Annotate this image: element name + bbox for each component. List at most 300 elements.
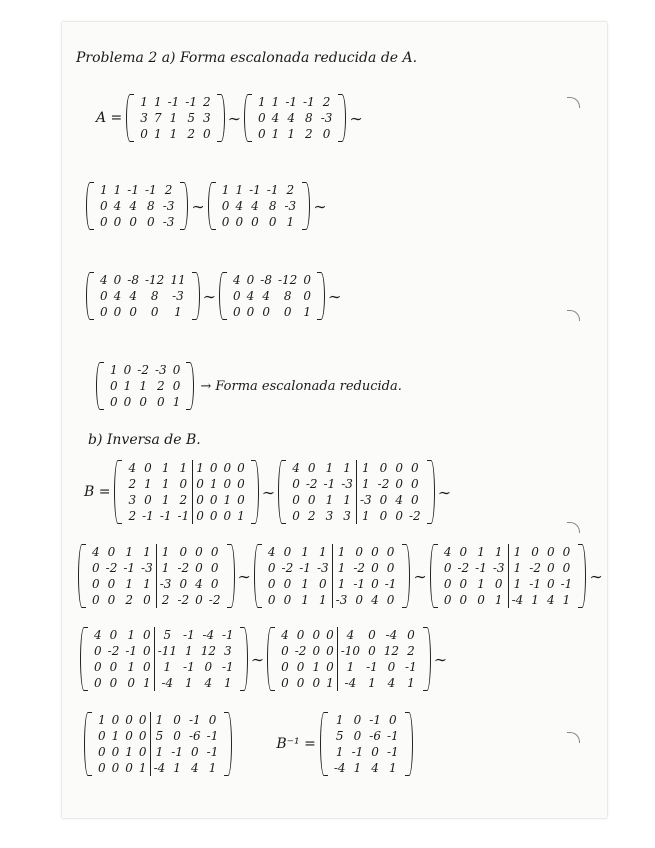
equivalence-symbol: ∼ (261, 482, 276, 502)
matrix-row-2 (86, 182, 330, 230)
equivalence-symbol: ∼ (349, 108, 363, 128)
matrix-row (255, 110, 335, 126)
matrix-entry: -1 (475, 561, 487, 575)
matrix-b8 (84, 712, 232, 776)
matrix-entry: 1 (287, 127, 295, 141)
matrix-entry: 3 (128, 493, 137, 507)
matrix-a4 (208, 182, 310, 230)
matrix-entry: 0 (318, 577, 327, 591)
matrix-entry: -1 (249, 183, 261, 197)
matrix-entry: 1 (407, 676, 415, 690)
matrix-entry: -1 (171, 745, 183, 759)
matrix-entries (255, 94, 335, 142)
matrix-entries (97, 272, 189, 320)
matrix-entry: 1 (326, 676, 334, 690)
matrix-entry: -1 (266, 183, 279, 197)
matrix-row (441, 560, 576, 576)
result-annotation: → Forma escalonada reducida. (200, 378, 402, 394)
matrix-entry: -1 (183, 628, 195, 642)
matrix-row (219, 214, 299, 230)
matrix-entry: 1 (356, 508, 374, 524)
matrix-entry: 1 (237, 509, 245, 523)
matrix-entry: 0 (123, 363, 132, 377)
matrix-entry: 4 (337, 627, 363, 643)
matrix-entry: 0 (326, 644, 334, 658)
matrix-row (125, 508, 247, 524)
left-bracket (126, 94, 134, 142)
matrix-row (289, 460, 424, 476)
matrix-entry: 0 (292, 509, 300, 523)
matrix-row (97, 272, 189, 288)
matrix-entry: -1 (159, 509, 172, 523)
matrix-entry: 0 (193, 508, 207, 524)
matrix-entry: 0 (94, 644, 102, 658)
matrix-entry: 0 (268, 215, 277, 229)
matrix-entry: 0 (140, 127, 148, 141)
matrix-entry: 2 (179, 493, 188, 507)
matrix-entry: 1 (258, 95, 266, 109)
equivalence-symbol: ∼ (413, 566, 427, 586)
matrix-entry: 4 (371, 761, 379, 775)
matrix-entry: 4 (292, 461, 300, 475)
matrix-entry: 1 (477, 545, 485, 559)
matrix-row (331, 728, 402, 744)
matrix-entry: -1 (222, 628, 234, 642)
matrix-entry: 0 (92, 577, 100, 591)
matrix-entry: 4 (251, 199, 259, 213)
matrix-entry: -1 (529, 577, 541, 591)
matrix-row (441, 544, 576, 560)
matrix-entry: 0 (379, 509, 388, 523)
matrix-entry: 0 (195, 593, 203, 607)
matrix-entry: 1 (98, 713, 106, 727)
matrix-entry: 1 (113, 183, 122, 197)
matrix-entry: 0 (546, 577, 555, 591)
matrix-entry: -2 (305, 477, 318, 491)
matrix-entry: 0 (371, 561, 379, 575)
matrix-entry: -8 (260, 273, 272, 287)
matrix-row (289, 508, 424, 524)
matrix-entry: -1 (167, 95, 180, 109)
matrix-entry: 1 (185, 676, 193, 690)
matrix-entry: -1 (285, 95, 298, 109)
matrix-entry: 1 (179, 461, 188, 475)
matrix-entry: 1 (150, 712, 168, 728)
matrix-entry: 4 (235, 199, 244, 213)
matrix-entry: 0 (312, 628, 321, 642)
matrix-b5 (430, 544, 587, 608)
matrix-entry: -1 (353, 577, 366, 591)
matrix-entry: 1 (508, 544, 526, 560)
matrix-row (95, 760, 221, 776)
matrix-entry: 1 (286, 215, 295, 229)
matrix-entry: 2 (156, 592, 174, 608)
matrix-entry: 1 (325, 493, 334, 507)
matrix-b2 (278, 460, 435, 524)
matrix-entry: 0 (477, 593, 485, 607)
matrix-entry: 0 (267, 577, 276, 591)
equivalence-symbol: ∼ (437, 482, 452, 502)
matrix-entry: -2 (353, 561, 366, 575)
matrix-row (289, 476, 424, 492)
right-bracket (180, 182, 188, 230)
matrix-row (125, 476, 247, 492)
matrix-entry: -2 (529, 561, 541, 575)
matrix-entry: -3 (162, 199, 175, 213)
matrix-entry: 0 (209, 493, 218, 507)
matrix-entry: 0 (223, 477, 232, 491)
right-bracket (317, 272, 325, 320)
matrix-entry: 0 (113, 215, 122, 229)
matrix-entry: 0 (283, 577, 292, 591)
matrix-entry: -2 (137, 363, 149, 377)
matrix-entry: 4 (129, 199, 137, 213)
matrix-entry: 4 (204, 676, 213, 690)
matrix-entry: 5 (335, 729, 344, 743)
matrix-a2 (244, 94, 346, 142)
matrix-entry: 0 (92, 561, 100, 575)
matrix-entry: -1 (386, 745, 399, 759)
matrix-row (91, 643, 237, 659)
left-bracket (86, 272, 94, 320)
binder-mark (567, 97, 580, 108)
matrix-entry: 1 (301, 545, 309, 559)
matrix-row-7 (80, 627, 450, 691)
matrix-entry: 0 (173, 729, 181, 743)
matrix-entry: 0 (233, 289, 241, 303)
matrix-entry: 0 (94, 676, 102, 690)
matrix-entry: 1 (150, 744, 168, 760)
matrix-entry: 0 (237, 477, 245, 491)
matrix-entry: 0 (283, 593, 292, 607)
matrix-b1 (114, 460, 258, 524)
matrix-entry: 0 (322, 127, 331, 141)
right-bracket (251, 460, 259, 524)
matrix-entry: -1 (369, 713, 381, 727)
matrix-entry: 0 (193, 492, 207, 508)
matrix-entry: 0 (251, 215, 259, 229)
equivalence-symbol: ∼ (250, 649, 265, 669)
matrix-entry: -1 (366, 660, 378, 674)
matrix-entry: 0 (129, 305, 137, 319)
matrix-entry: 0 (143, 660, 151, 674)
matrix-entry: -1 (222, 660, 234, 674)
left-bracket (208, 182, 216, 230)
matrix-entry: 0 (221, 215, 230, 229)
matrix-entry: 1 (356, 460, 374, 476)
matrix-row (97, 214, 177, 230)
matrix-entry: 0 (138, 713, 147, 727)
matrix-entry: 0 (223, 461, 232, 475)
matrix-entry: 0 (111, 745, 120, 759)
matrix-entry: -3 (141, 561, 153, 575)
matrix-entry: -1 (323, 477, 336, 491)
matrix-entry: 0 (411, 461, 419, 475)
binder-mark (567, 732, 580, 743)
matrix-entry: 5 (150, 728, 168, 744)
matrix-entry: -3 (316, 561, 329, 575)
matrix-entry: 1 (156, 560, 174, 576)
matrix-entries (219, 182, 299, 230)
matrix-entry: 3 (325, 509, 334, 523)
matrix-entry: -3 (156, 576, 174, 592)
matrix-entry: 0 (193, 476, 207, 492)
matrix-entry: 1 (318, 545, 327, 559)
right-bracket (578, 544, 586, 608)
matrix-row (331, 744, 402, 760)
matrix-row (265, 560, 400, 576)
matrix-entry: 1 (156, 544, 174, 560)
matrix-entry: 0 (246, 305, 255, 319)
matrix-entry: 0 (210, 545, 219, 559)
part-b-heading: b) Inversa de B. (88, 432, 201, 448)
matrix-row (89, 576, 224, 592)
matrix-entry: 0 (283, 545, 292, 559)
matrix-entry: 1 (235, 183, 244, 197)
matrix-entry: -3 (341, 477, 353, 491)
matrix-a7 (96, 362, 194, 410)
matrix-entry: -3 (332, 592, 350, 608)
right-bracket (338, 94, 346, 142)
matrix-entry: 2 (125, 593, 134, 607)
matrix-entry: 4 (100, 273, 108, 287)
matrix-entry: -1 (125, 644, 138, 658)
matrix-entry: 0 (371, 745, 379, 759)
matrix-entries (89, 544, 224, 608)
matrix-row (89, 544, 224, 560)
matrix-entry: -2 (105, 561, 118, 575)
matrix-entries (95, 712, 221, 776)
matrix-entry: 4 (267, 545, 276, 559)
matrix-entry: 2 (307, 509, 316, 523)
matrix-entry: 0 (386, 545, 395, 559)
right-bracket (405, 712, 413, 776)
matrix-entry: 0 (98, 729, 106, 743)
matrix-row (265, 592, 400, 608)
matrix-entry: 1 (508, 560, 526, 576)
left-bracket (84, 712, 92, 776)
matrix-b7 (267, 627, 431, 691)
matrix-entry: 0 (173, 713, 181, 727)
right-bracket (224, 712, 232, 776)
matrix-entry: 1 (153, 127, 162, 141)
matrix-entry: 0 (379, 461, 388, 475)
matrix-entry: 1 (368, 676, 376, 690)
matrix-entry: 4 (233, 273, 241, 287)
matrix-entry: 1 (123, 379, 132, 393)
matrix-entry: 5 (187, 111, 195, 125)
left-bracket (430, 544, 438, 608)
matrix-entry: 0 (147, 215, 155, 229)
matrix-entry: 0 (326, 628, 334, 642)
matrix-entry: 0 (237, 493, 245, 507)
matrix-entry: 0 (386, 593, 395, 607)
problem-title: Problema 2 a) Forma escalonada reducida de A. (76, 50, 418, 66)
matrix-entry: 0 (92, 593, 100, 607)
matrix-entries (91, 627, 237, 691)
matrix-row (125, 492, 247, 508)
matrix-entries (289, 460, 424, 524)
matrix-entry: -1 (405, 660, 417, 674)
matrix-entry: 0 (411, 493, 419, 507)
right-bracket (192, 272, 200, 320)
matrix-entry: 0 (110, 379, 118, 393)
matrix-b4 (254, 544, 411, 608)
matrix-row (278, 643, 420, 659)
matrix-entry: 0 (144, 493, 152, 507)
matrix-row (97, 182, 177, 198)
matrix-row (331, 760, 402, 776)
matrix-entry: 1 (161, 461, 170, 475)
matrix-entry: 1 (127, 628, 136, 642)
matrix-entry: 8 (268, 199, 277, 213)
matrix-row (97, 288, 189, 304)
paper-sheet (62, 22, 607, 818)
matrix-entry: 0 (355, 593, 364, 607)
matrix-entry: 1 (208, 761, 217, 775)
matrix-entry: 0 (109, 660, 118, 674)
matrix-entry: 1 (562, 593, 571, 607)
right-bracket (423, 627, 431, 691)
label-b-inverse: B⁻¹ = (276, 736, 316, 752)
matrix-row-5 (84, 460, 454, 524)
matrix-entry: 1 (185, 644, 193, 658)
matrix-row (91, 675, 237, 691)
matrix-entry: -1 (299, 561, 311, 575)
matrix-entry: 4 (94, 628, 102, 642)
matrix-entry: -1 (303, 95, 315, 109)
matrix-entry: 0 (129, 215, 137, 229)
matrix-row (95, 728, 221, 744)
matrix-entry: 4 (129, 289, 137, 303)
matrix-entry: 0 (355, 545, 364, 559)
matrix-entry: 8 (305, 111, 313, 125)
matrix-entry: 8 (147, 199, 155, 213)
matrix-row (289, 492, 424, 508)
matrix-entry: 2 (305, 127, 313, 141)
matrix-entry: 1 (312, 660, 321, 674)
matrix-entry: 0 (281, 644, 289, 658)
matrix-entry: 0 (379, 493, 388, 507)
matrix-entry: 1 (138, 761, 147, 775)
matrix-entry: 3 (343, 509, 351, 523)
matrix-entry: -1 (177, 509, 190, 523)
matrix-entry: -4 (333, 761, 346, 775)
matrix-entry: 0 (109, 628, 118, 642)
equivalence-symbol: ∼ (191, 196, 205, 216)
matrix-row (255, 94, 335, 110)
matrix-entry: -1 (384, 577, 397, 591)
matrix-a1 (126, 94, 224, 142)
binder-mark (567, 522, 580, 533)
matrix-entry: 4 (191, 761, 199, 775)
matrix-entry: 0 (546, 545, 555, 559)
matrix-entry: 0 (195, 561, 203, 575)
matrix-entry: 0 (562, 545, 571, 559)
matrix-entry: 0 (210, 577, 219, 591)
matrix-entry: 0 (258, 111, 266, 125)
matrix-entries (265, 544, 400, 608)
matrix-entry: 0 (143, 644, 151, 658)
matrix-b-inverse (320, 712, 413, 776)
matrix-entry: 2 (322, 95, 331, 109)
matrix-entry: -6 (188, 729, 201, 743)
matrix-entries (125, 460, 247, 524)
matrix-entry: 5 (154, 627, 180, 643)
left-bracket (78, 544, 86, 608)
matrix-entry: -1 (206, 745, 219, 759)
matrix-entry: -3 (356, 492, 374, 508)
matrix-row (265, 576, 400, 592)
matrix-entry: -2 (408, 509, 421, 523)
matrix-entry: 0 (307, 493, 316, 507)
matrix-entry: 0 (395, 461, 403, 475)
matrix-entry: -3 (284, 199, 297, 213)
matrix-entry: 0 (179, 577, 188, 591)
matrix-entry: 0 (125, 761, 133, 775)
matrix-entry: 0 (138, 745, 147, 759)
matrix-entry: 0 (292, 493, 300, 507)
matrix-row (91, 659, 237, 675)
matrix-entry: 0 (100, 199, 108, 213)
matrix-entry: 1 (221, 183, 230, 197)
matrix-entry: -11 (154, 643, 180, 659)
matrix-entry: 1 (531, 593, 539, 607)
matrix-entry: 1 (223, 493, 232, 507)
matrix-entry: 4 (287, 111, 295, 125)
matrix-entries (441, 544, 576, 608)
matrix-entry: -1 (185, 95, 197, 109)
equivalence-symbol: ∼ (227, 108, 242, 128)
matrix-entry: -2 (107, 644, 120, 658)
matrix-entry: -3 (172, 289, 184, 303)
matrix-entry: 2 (202, 95, 211, 109)
equivalence-symbol: ∼ (237, 566, 251, 586)
matrix-entry: 0 (267, 561, 276, 575)
matrix-entry: 0 (113, 305, 122, 319)
matrix-entries (107, 362, 183, 410)
matrix-entry: 0 (191, 745, 199, 759)
matrix-entry: 1 (301, 593, 309, 607)
matrix-entry: 0 (459, 593, 468, 607)
matrix-row-4 (96, 362, 402, 410)
matrix-row (107, 362, 183, 378)
matrix-entry: 4 (371, 593, 379, 607)
matrix-entry: 0 (233, 305, 241, 319)
matrix-entry: 0 (109, 676, 118, 690)
matrix-entry: -2 (457, 561, 470, 575)
matrix-row (331, 712, 402, 728)
matrix-entry: 4 (262, 289, 270, 303)
matrix-entry: 4 (271, 111, 280, 125)
matrix-entry: 2 (128, 477, 137, 491)
matrix-entry: 12 (200, 644, 216, 658)
equivalence-symbol: ∼ (433, 649, 448, 669)
matrix-entry: 4 (113, 289, 122, 303)
matrix-row (219, 198, 299, 214)
matrix-row (95, 712, 221, 728)
matrix-entry: 0 (312, 644, 321, 658)
matrix-row (125, 460, 247, 476)
matrix-entry: 0 (179, 545, 188, 559)
matrix-row (137, 110, 213, 126)
matrix-entry: 0 (459, 545, 468, 559)
matrix-entry: 1 (153, 95, 162, 109)
matrix-entry: 0 (353, 729, 362, 743)
matrix-entry: 4 (113, 199, 122, 213)
right-bracket (302, 182, 310, 230)
matrix-entry: 0 (209, 509, 218, 523)
